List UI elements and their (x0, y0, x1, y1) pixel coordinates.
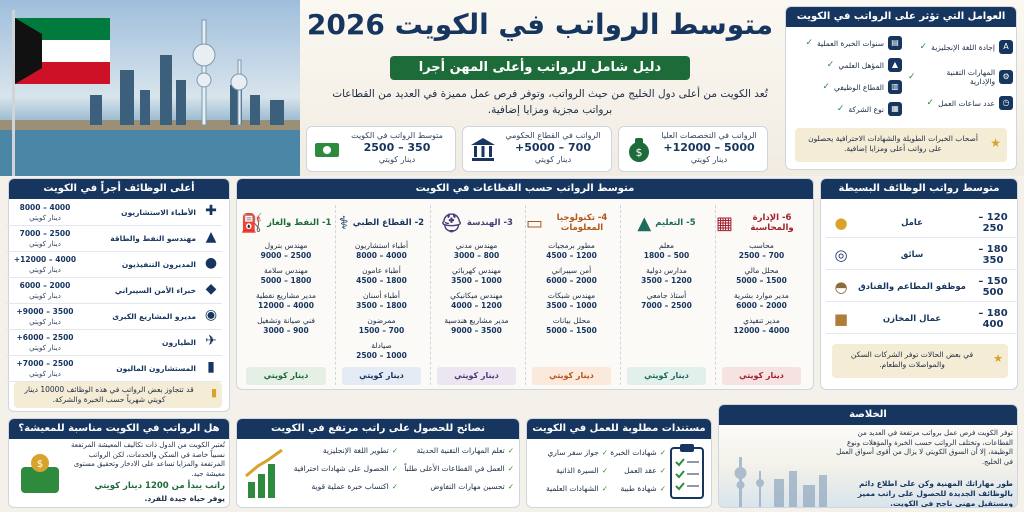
basic-job-row: 150 – 500 موظفو المطاعم والفنادق ◓ (826, 272, 1018, 302)
sector-item: مهندس بترول 2500 – 9000 (260, 241, 312, 260)
sector-item: مهندس شبكات 1000 – 3500 (546, 291, 597, 310)
sector-title: 6- الإدارة والمحاسبة (750, 213, 794, 233)
sector-title: 1- النفط والغاز (267, 218, 332, 228)
top-job-row (6, 356, 222, 382)
document-item: ✓ جواز سفر ساري (547, 448, 608, 457)
clock-icon: ◷ (999, 96, 1013, 110)
svg-text:$: $ (36, 459, 44, 470)
sector-item: مطور برمجيات 1200 – 4500 (546, 241, 597, 260)
coins-icon: ▮ (210, 386, 217, 399)
living-highlight: راتب يبدأ من 1200 دينار كويتي (94, 481, 225, 491)
sector-item: أستاذ جامعي 2500 – 7000 (641, 291, 692, 310)
top-job-row (6, 200, 222, 226)
top-job-row (6, 278, 222, 304)
sector-currency-tag: دينار كويتي (342, 367, 421, 385)
security-shield-icon: ◆ (205, 280, 217, 297)
sector-header (240, 205, 332, 241)
gear-icon: ⚙ (999, 70, 1013, 84)
tip-item: ✓ تعلم المهارات التقنية الحديثة (416, 446, 514, 455)
top-job-name: خبراء الأمن السيبراني (114, 286, 196, 295)
factors-note: أصحاب الخبرات الطويلة والشهادات الاحترافية يحصلون على رواتب أعلى ومزايا إضافية. ★ (795, 128, 1007, 162)
top-job-name: المستشارون الماليون (116, 364, 196, 373)
sector-header (336, 205, 427, 241)
sector-column (525, 205, 617, 385)
top-job-row (6, 330, 222, 356)
intro-text: تُعد الكويت من أعلى دول الخليج من حيث الرواتب، وتوفر فرص عمل مميزة في العديد من القطاعات برواتب مجزية ومزايا إضافية. (332, 88, 768, 116)
top-job-name: المديرون التنفيذيون (121, 260, 196, 269)
sector-item: أطباء عامون 1800 – 4500 (356, 266, 407, 285)
money-bag-icon (625, 135, 653, 163)
sector-item: مدير موارد بشرية 2000 – 6000 (734, 291, 789, 310)
monitor-icon: ▭ (526, 212, 544, 234)
document-item: ✓ عقد العمل (624, 466, 666, 475)
pilot-icon: ✈ (205, 332, 217, 349)
sector-currency-tag: دينار كويتي (532, 367, 611, 385)
living-panel (8, 418, 230, 508)
wallet-coins-icon (17, 449, 63, 499)
briefcase-icon: ▤ (888, 36, 902, 50)
abc-icon: A (999, 40, 1013, 54)
factor-item: ⚙ المهارات التقنية والإدارية ✓ (908, 68, 1013, 86)
sector-item: مدير مشاريع نفطية 4000 – 12000 (256, 291, 316, 310)
sector-title: 4- تكنولوجيا المعلومات (556, 213, 608, 233)
graduation-cap-icon: ▲ (888, 58, 902, 72)
top-job-row (6, 304, 222, 330)
document-item: ✓ شهادات الخبرة (610, 448, 666, 457)
document-item: ✓ السيرة الذاتية (556, 466, 608, 475)
top-job-value: 4000 – 8000 دينار كويتي (19, 202, 71, 222)
stat-specialties: $ الرواتب في التخصصات العليا 5000 – 12000+ دينار كويتي (618, 126, 768, 172)
summary-text: توفر الكويت فرص عمل برواتب مرتفعة في العديد من القطاعات، وتختلف الرواتب حسب الخبرة والمؤهلات ونوع الوظيفة، إلا أن السوق الكويتي لا يزال من أقوى أسواق العمل في الخليج. (836, 429, 1013, 466)
sector-header (431, 205, 522, 241)
document-item: ✓ شهادة طبية (620, 484, 666, 493)
cash-icon (313, 135, 341, 163)
finance-chart-icon: ▮ (207, 358, 215, 375)
oil-pump-icon: ▲ (205, 228, 217, 245)
sector-item: معلم 500 – 1800 (643, 241, 690, 260)
summary-title: الخلاصة (719, 405, 1017, 425)
tip-item: ✓ العمل في القطاعات الأعلى طلباً (404, 464, 514, 473)
top-job-value: 3500 – 9000+ دينار كويتي (16, 306, 74, 326)
top-job-row (6, 252, 222, 278)
box-icon: ■ (833, 309, 849, 328)
sector-item: مهندس مدني 800 – 3000 (453, 241, 500, 260)
sector-title: 3- الهندسة (466, 218, 513, 228)
page-title: متوسط الرواتب في الكويت 2026 (306, 8, 774, 41)
top-job-name: مهندسو النفط والطاقة (110, 234, 196, 243)
sector-item: مدير مشاريع هندسية 3500 – 9000 (444, 316, 509, 335)
government-building-icon (469, 135, 497, 163)
sector-column (715, 205, 807, 385)
top-job-name: الطيارون (162, 338, 196, 347)
document-item: ✓ الشهادات العلمية (545, 484, 608, 493)
tip-item: ✓ تطوير اللغة الإنجليزية (322, 446, 398, 455)
hard-hat-icon: ⛑ (440, 212, 463, 234)
factor-item: ▤ سنوات الخبرة العملية ✓ (792, 36, 902, 50)
skyline-silhouette-icon (719, 445, 839, 508)
sector-currency-tag: دينار كويتي (437, 367, 516, 385)
factor-item: ▥ القطاع الوظيفي ✓ (792, 80, 902, 94)
steering-wheel-icon: ◎ (834, 245, 848, 264)
basic-job-row: 180 – 400 عمال المخازن ■ (826, 304, 1018, 334)
sector-column (240, 205, 332, 385)
star-icon: ★ (990, 136, 1001, 150)
sector-item: أمن سيبراني 2000 – 6000 (546, 266, 597, 285)
sector-currency-tag: دينار كويتي (722, 367, 801, 385)
doctor-icon: ✚ (205, 202, 217, 219)
svg-text:$: $ (635, 146, 643, 159)
page-subtitle: دليل شامل للرواتب وأعلى المهن أجرا (390, 56, 690, 80)
team-icon: ◉ (204, 306, 218, 323)
sector-title: 5- التعليم (655, 218, 696, 228)
executive-icon: ● (204, 254, 218, 271)
sector-item: محلل بيانات 1500 – 5000 (546, 316, 597, 335)
sector-item: محلل مالي 1500 – 5000 (736, 266, 787, 285)
tip-item: ✓ اكتساب خبرة عملية قوية (311, 482, 398, 491)
sector-header (716, 205, 807, 241)
sector-item: مهندس كهربائي 1000 – 3500 (451, 266, 502, 285)
sector-column (430, 205, 522, 385)
sector-item: مدير تنفيذي 4000 – 12000 (733, 316, 790, 335)
top-jobs-title: أعلى الوظائف أجراً في الكويت (9, 179, 229, 199)
clipboard-icon (668, 442, 706, 502)
stat-government: الرواتب في القطاع الحكومي 700 – 5000+ دينار كويتي (462, 126, 612, 172)
top-job-value: 2500 – 7000 دينار كويتي (19, 228, 71, 248)
growth-chart-icon (244, 446, 286, 502)
sector-item: مهندس سلامة 1800 – 5000 (260, 266, 312, 285)
living-text: تُعتبر الكويت من الدول ذات تكاليف المعيشة المرتفعة نسبياً خاصة في السكن والخدمات، لكن الرواتب المرتفعة والمزايا تساعد على الادخار وتحقيق مستوى معيشة جيد. (71, 441, 225, 478)
stat-average: متوسط الرواتب في الكويت 350 – 2500 دينار كويتي (306, 126, 456, 172)
tip-item: ✓ تحسين مهارات التفاوض (430, 482, 514, 491)
top-job-row (6, 226, 222, 252)
company-icon: ▦ (888, 102, 902, 116)
worker-icon: ● (834, 213, 848, 232)
basic-job-row: 180 – 350 سائق ◎ (826, 240, 1018, 270)
living-highlight-sub: يوفر حياة جيدة للفرد. (144, 494, 225, 503)
sector-currency-tag: دينار كويتي (627, 367, 706, 385)
documents-title: مستندات مطلوبة للعمل في الكويت (527, 419, 711, 439)
stethoscope-icon: ⚕ (338, 212, 349, 234)
sector-header (621, 205, 712, 241)
factor-item: ▲ المؤهل العلمي ✓ (792, 58, 902, 72)
sector-item: ممرضون 700 – 1500 (358, 316, 405, 335)
factor-item: A إجادة اللغة الإنجليزية ✓ (908, 40, 1013, 54)
basic-jobs-title: متوسط رواتب الوظائف البسيطة (821, 179, 1017, 199)
kuwait-skyline-image (0, 0, 300, 176)
basic-job-row: 120 – 250 عامل ● (826, 208, 1018, 238)
top-job-value: 2500 – 7000+ دينار كويتي (16, 358, 74, 378)
sector-item: مدارس دولية 1200 – 3500 (641, 266, 692, 285)
top-job-name: الأطباء الاستشاريون (121, 208, 196, 217)
tips-title: نصائح للحصول على راتب مرتفع في الكويت (237, 419, 519, 439)
calculator-icon: ▦ (716, 212, 734, 234)
graduation-cap-icon: ▲ (637, 212, 652, 234)
sector-column (335, 205, 427, 385)
star-icon: ★ (993, 352, 1003, 365)
summary-highlight: طور مهاراتك المهنية وكن على اطلاع دائم بالوظائف الجديدة للحصول على راتب مميز ومستقبل مهني ناجح في الكويت. (857, 479, 1013, 508)
sector-currency-tag: دينار كويتي (246, 367, 326, 385)
sector-header (526, 205, 617, 241)
top-job-name: مديرو المشاريع الكبرى (112, 312, 196, 321)
oil-rig-icon: ⛽ (240, 212, 263, 234)
basic-jobs-note: في بعض الحالات توفر الشركات السكن والمواصلات والطعام. ★ (832, 344, 1008, 378)
sector-column (620, 205, 712, 385)
top-job-value: 2500 – 6000+ دينار كويتي (16, 332, 74, 352)
sector-item: أطباء أسنان 1800 – 3500 (356, 291, 407, 310)
service-bell-icon: ◓ (834, 277, 848, 296)
factor-item: ◷ عدد ساعات العمل ✓ (908, 96, 1013, 110)
top-job-value: 4000 – 12000+ دينار كويتي (13, 254, 77, 274)
factor-item: ▦ نوع الشركة ✓ (792, 102, 902, 116)
sector-item: مهندس ميكانيكي 1200 – 4000 (450, 291, 503, 310)
sector-title: 2- القطاع الطبي (352, 218, 425, 228)
top-jobs-note: قد تتجاوز بعض الرواتب في هذه الوظائف 10000 دينار كويتي شهرياً حسب الخبرة والشركة. ▮ (14, 382, 222, 408)
building-icon: ▥ (888, 80, 902, 94)
sectors-title: متوسط الرواتب حسب القطاعات في الكويت (237, 179, 813, 199)
living-title: هل الرواتب في الكويت مناسبة للمعيشة؟ (9, 419, 229, 439)
sector-item: محاسب 700 – 2500 (738, 241, 785, 260)
top-job-value: 2000 – 6000 دينار كويتي (19, 280, 71, 300)
factors-title: العوامل التي تؤثر على الرواتب في الكويت (786, 7, 1016, 27)
sector-item: فني صيانة وتشغيل 900 – 3000 (257, 316, 315, 335)
sector-item: أطباء استشاريون 4000 – 8000 (354, 241, 409, 260)
summary-panel (718, 404, 1018, 508)
sector-item: صيادلة 1000 – 2500 (356, 341, 407, 360)
tip-item: ✓ الحصول على شهادات احترافية (293, 464, 398, 473)
